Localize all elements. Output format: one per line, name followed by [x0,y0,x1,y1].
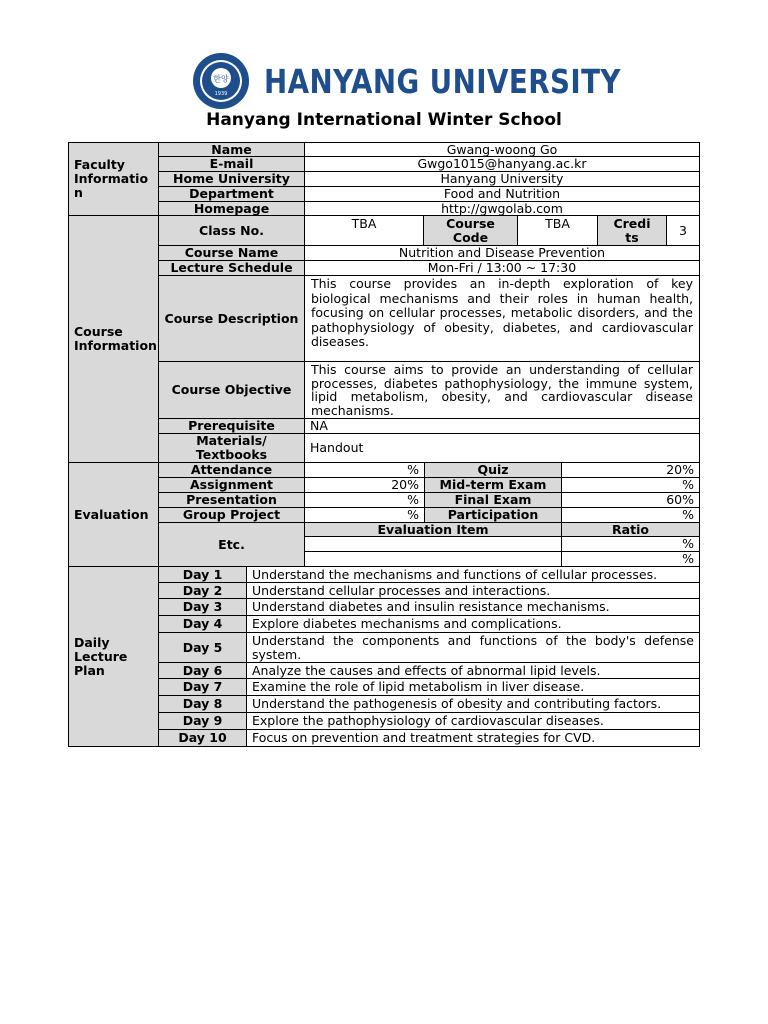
plan-day-topic: Understand diabetes and insulin resistance mechanisms. [246,598,700,616]
midterm-value: % [561,477,700,493]
plan-day-topic: Explore the pathophysiology of cardiovascular diseases. [246,712,700,730]
university-name: HANYANG UNIVERSITY [264,62,621,101]
final-exam-label: Final Exam [424,492,562,508]
plan-day-topic: Understand the mechanisms and functions of cellular processes. [246,566,700,583]
plan-day-label: Day 7 [158,678,247,696]
course-description-label: Course Description [158,275,305,362]
plan-day-label: Day 6 [158,662,247,679]
course-code-label: Course Code [423,215,518,246]
credits-label: Credi ts [597,215,667,246]
plan-day-label: Day 10 [158,729,247,747]
assignment-label: Assignment [158,477,305,493]
materials-value: Handout [304,433,700,463]
credits-value: 3 [666,215,700,246]
faculty-homepage-label: Homepage [158,201,305,216]
faculty-department-value: Food and Nutrition [304,186,700,202]
final-exam-value: 60% [561,492,700,508]
course-name-label: Course Name [158,245,305,261]
plan-day-topic: Analyze the causes and effects of abnormal lipid levels. [246,662,700,679]
presentation-value: % [304,492,425,508]
etc-ratio-2: % [561,551,700,567]
plan-day-label: Day 3 [158,598,247,616]
etc-label: Etc. [158,522,305,567]
course-objective-label: Course Objective [158,361,305,419]
evaluation-section-label: Evaluation [68,462,159,567]
plan-day-label: Day 2 [158,582,247,599]
etc-item-2 [304,551,562,567]
attendance-label: Attendance [158,462,305,478]
faculty-section-label: Faculty Informatio n [68,142,159,216]
daily-plan-section-label: Daily Lecture Plan [68,566,159,747]
syllabus-table [68,142,700,747]
group-project-label: Group Project [158,507,305,523]
midterm-label: Mid-term Exam [424,477,562,493]
lecture-schedule-label: Lecture Schedule [158,260,305,276]
plan-day-label: Day 4 [158,615,247,633]
class-no-label: Class No. [158,215,305,246]
lecture-schedule-value: Mon-Fri / 13:00 ~ 17:30 [304,260,700,276]
faculty-email-label: E-mail [158,156,305,172]
participation-label: Participation [424,507,562,523]
course-description-text: This course provides an in-depth exploration of key biological mechanisms and their roles in human health, focusing on cellular processes, metabolic disorders, and the pathophysiology of obesity, diabetes, and cardiovascular diseases. [304,275,700,362]
plan-day-topic: Understand the components and functions of the body's defense system. [246,632,700,663]
plan-day-label: Day 1 [158,566,247,583]
page-header [0,0,768,110]
quiz-label: Quiz [424,462,562,478]
class-no-value: TBA [304,215,424,246]
svg-text:한양: 한양 [213,74,229,84]
plan-day-label: Day 9 [158,712,247,730]
faculty-home-university-value: Hanyang University [304,171,700,187]
faculty-home-university-label: Home University [158,171,305,187]
attendance-value: % [304,462,425,478]
course-section-label: Course Information [68,215,159,463]
plan-day-topic: Explore diabetes mechanisms and complications. [246,615,700,633]
presentation-label: Presentation [158,492,305,508]
plan-day-topic: Understand cellular processes and interactions. [246,582,700,599]
faculty-homepage-value: http://gwgolab.com [304,201,700,216]
faculty-department-label: Department [158,186,305,202]
materials-label: Materials/ Textbooks [158,433,305,463]
university-seal-logo [192,52,250,110]
prerequisite-value: NA [304,418,700,434]
course-code-value: TBA [517,215,598,246]
plan-day-label: Day 5 [158,632,247,663]
prerequisite-label: Prerequisite [158,418,305,434]
plan-day-label: Day 8 [158,695,247,713]
course-objective-text: This course aims to provide an understanding of cellular processes, diabetes pathophysiology, the immune system, lipid metabolism, obesity, and cardiovascular disease mechanisms. [304,361,700,419]
plan-day-topic: Understand the pathogenesis of obesity and contributing factors. [246,695,700,713]
plan-day-topic: Focus on prevention and treatment strategies for CVD. [246,729,700,747]
group-project-value: % [304,507,425,523]
faculty-name-label: Name [158,142,305,157]
faculty-email-value: Gwgo1015@hanyang.ac.kr [304,156,700,172]
etc-ratio-header: Ratio [561,522,700,537]
assignment-value: 20% [304,477,425,493]
etc-item-header: Evaluation Item [304,522,562,537]
etc-ratio-1: % [561,536,700,552]
participation-value: % [561,507,700,523]
quiz-value: 20% [561,462,700,478]
school-title: Hanyang International Winter School [206,110,562,130]
faculty-name-value: Gwang-woong Go [304,142,700,157]
plan-day-topic: Examine the role of lipid metabolism in liver disease. [246,678,700,696]
course-name-value: Nutrition and Disease Prevention [304,245,700,261]
svg-text:1939: 1939 [214,91,228,97]
etc-item-1 [304,536,562,552]
